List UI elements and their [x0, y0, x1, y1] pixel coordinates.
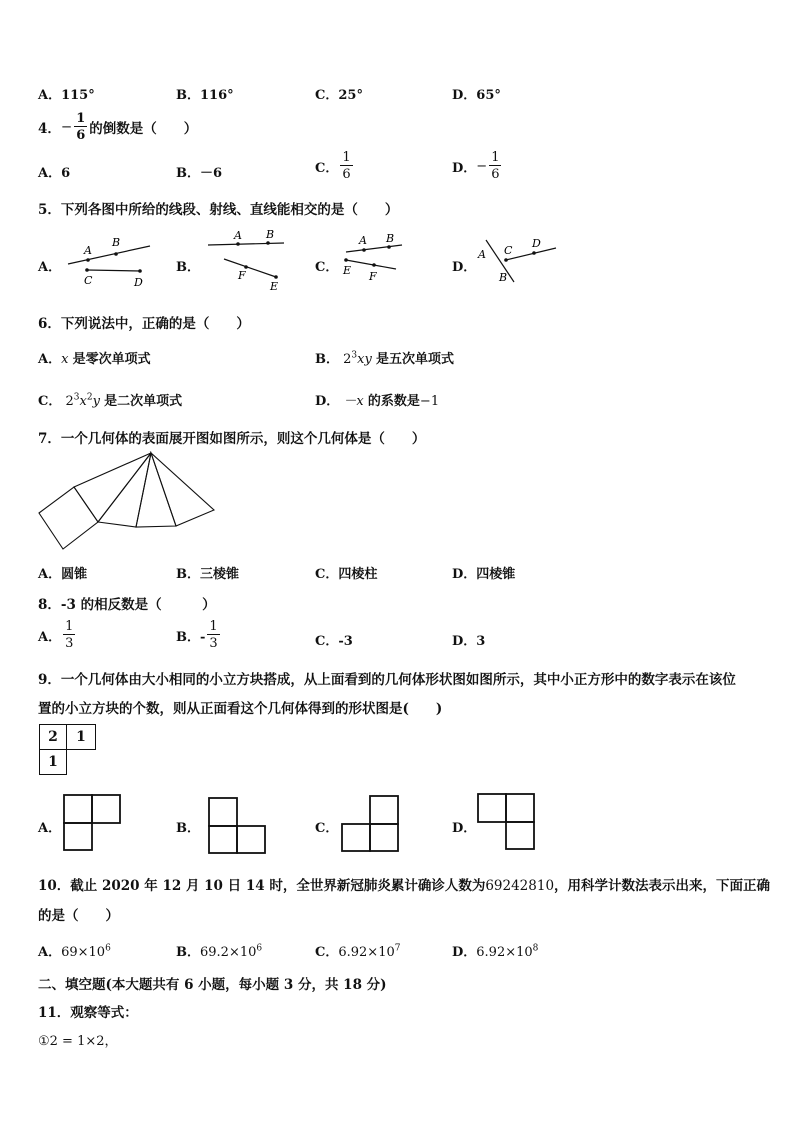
- q5a-label-d: D: [134, 276, 143, 289]
- q4-stem-text: 的倒数是（ ）: [89, 121, 198, 137]
- q5-figure-a: [60, 230, 160, 292]
- q6-option-b: B． $2^3xy$ 是五次单项式: [315, 350, 454, 367]
- q3-option-b: B．116°: [176, 88, 234, 103]
- q10-option-a: A．$69\times 10^6$: [38, 943, 111, 960]
- q10-option-b: B．$69.2\times 10^6$: [176, 943, 263, 960]
- q5d-label-b: B: [499, 271, 508, 284]
- q9-grid-cell: 1: [66, 724, 96, 750]
- q4-option-c: C． $\frac{1}{6}$: [315, 150, 351, 182]
- q10-option-d: D．$6.92\times 10^8$: [452, 943, 539, 960]
- q5b-label-b: B: [266, 228, 275, 241]
- q5-figure-b: [200, 228, 295, 296]
- q5-figure-c: [334, 232, 414, 287]
- q6-option-a: A．x 是零次单项式: [38, 352, 151, 367]
- q9-option-b-figure: [206, 796, 268, 856]
- q7-option-c: C．四棱柱: [315, 567, 378, 582]
- q3-option-a: A．115°: [38, 88, 95, 103]
- q9-option-b-label: B．: [176, 821, 200, 836]
- q5a-label-b: B: [112, 236, 121, 249]
- q5a-label-c: C: [84, 274, 93, 287]
- q9-option-d-label: D．: [452, 821, 477, 836]
- q9-stem-line2: 置的小立方块的个数，则从正面看这个几何体得到的形状图是( ): [38, 701, 443, 717]
- q9-grid-cell: 1: [39, 749, 67, 775]
- q4-option-a: A．6: [38, 166, 71, 181]
- q4-number: 4．: [38, 121, 61, 137]
- q3-option-c: C．25°: [315, 88, 363, 103]
- q7-option-a: A．圆锥: [38, 567, 88, 582]
- q11-stem: 11．观察等式：: [38, 1005, 138, 1021]
- q11-equation-1: ①2 = 1×2，: [38, 1034, 118, 1049]
- q7-net-figure: [36, 450, 220, 556]
- q8-option-d: D．3: [452, 634, 486, 649]
- q4-option-d: D． − $\frac{1}{6}$: [452, 150, 500, 182]
- q5b-label-e: E: [270, 280, 279, 293]
- q9-grid-cell: 2: [39, 724, 67, 750]
- q5c-label-b: B: [386, 232, 395, 245]
- q9-option-d-figure: [476, 792, 538, 852]
- q7-option-b: B．三棱锥: [176, 567, 239, 582]
- q9-option-a-label: A．: [38, 821, 62, 836]
- q5a-label-a: A: [84, 244, 92, 257]
- q5b-label-f: F: [238, 269, 246, 282]
- section-2-heading: 二、填空题(本大题共有 6 小题，每小题 3 分，共 18 分): [38, 977, 387, 993]
- q9-option-c-figure: [340, 794, 402, 854]
- q6-option-d: D． －x 的系数是−1: [315, 394, 440, 409]
- q5-option-a-label: A．: [38, 260, 62, 275]
- q10-stem-line2: 的是（ ）: [38, 908, 119, 924]
- q8-stem: 8．-3 的相反数是（ ）: [38, 597, 216, 613]
- q6-option-c: C． $2^3x^2y$ 是二次单项式: [38, 392, 183, 409]
- q5d-label-a: A: [478, 248, 486, 261]
- q10-option-c: C．$6.92\times 10^7$: [315, 943, 401, 960]
- q8-option-a: A． $\frac{1}{3}$: [38, 619, 74, 651]
- q9-option-a-figure: [62, 793, 124, 853]
- q5-stem: 5．下列各图中所给的线段、射线、直线能相交的是（ ）: [38, 202, 399, 218]
- q6-stem: 6．下列说法中，正确的是（ ）: [38, 316, 250, 332]
- q5c-label-e: E: [343, 264, 352, 277]
- q9-stem-line1: 9．一个几何体由大小相同的小立方块搭成，从上面看到的几何体形状图如图所示，其中小正方形中的数字表示在该位: [38, 672, 736, 688]
- q4-neg: −: [60, 119, 73, 135]
- q5c-label-a: A: [359, 234, 367, 247]
- q5d-label-c: C: [504, 244, 513, 257]
- q8-option-c: C．-3: [315, 634, 353, 649]
- q4-option-b: B．－6: [176, 166, 223, 181]
- q3-option-d: D．65°: [452, 88, 501, 103]
- q5-figure-d: [474, 234, 564, 286]
- q5d-label-d: D: [532, 237, 541, 250]
- q5c-label-f: F: [369, 270, 377, 283]
- q4-fraction: $\frac{1}{6}$: [76, 111, 86, 143]
- q7-stem: 7．一个几何体的表面展开图如图所示，则这个几何体是（ ）: [38, 431, 426, 447]
- q7-option-d: D．四棱锥: [452, 567, 516, 582]
- q4-stem: [38, 112, 197, 142]
- q5-option-c-label: C．: [315, 260, 339, 275]
- q9-option-c-label: C．: [315, 821, 339, 836]
- q5-option-d-label: D．: [452, 260, 477, 275]
- q5b-label-a: A: [234, 229, 242, 242]
- q5-option-b-label: B．: [176, 260, 200, 275]
- q8-option-b: B．- $\frac{1}{3}$: [176, 619, 218, 651]
- q10-stem-line1: 10．截止 2020 年 12 月 10 日 14 时，全世界新冠肺炎累计确诊人数为69242810，用科学计数法表示出来，下面正确: [38, 878, 771, 894]
